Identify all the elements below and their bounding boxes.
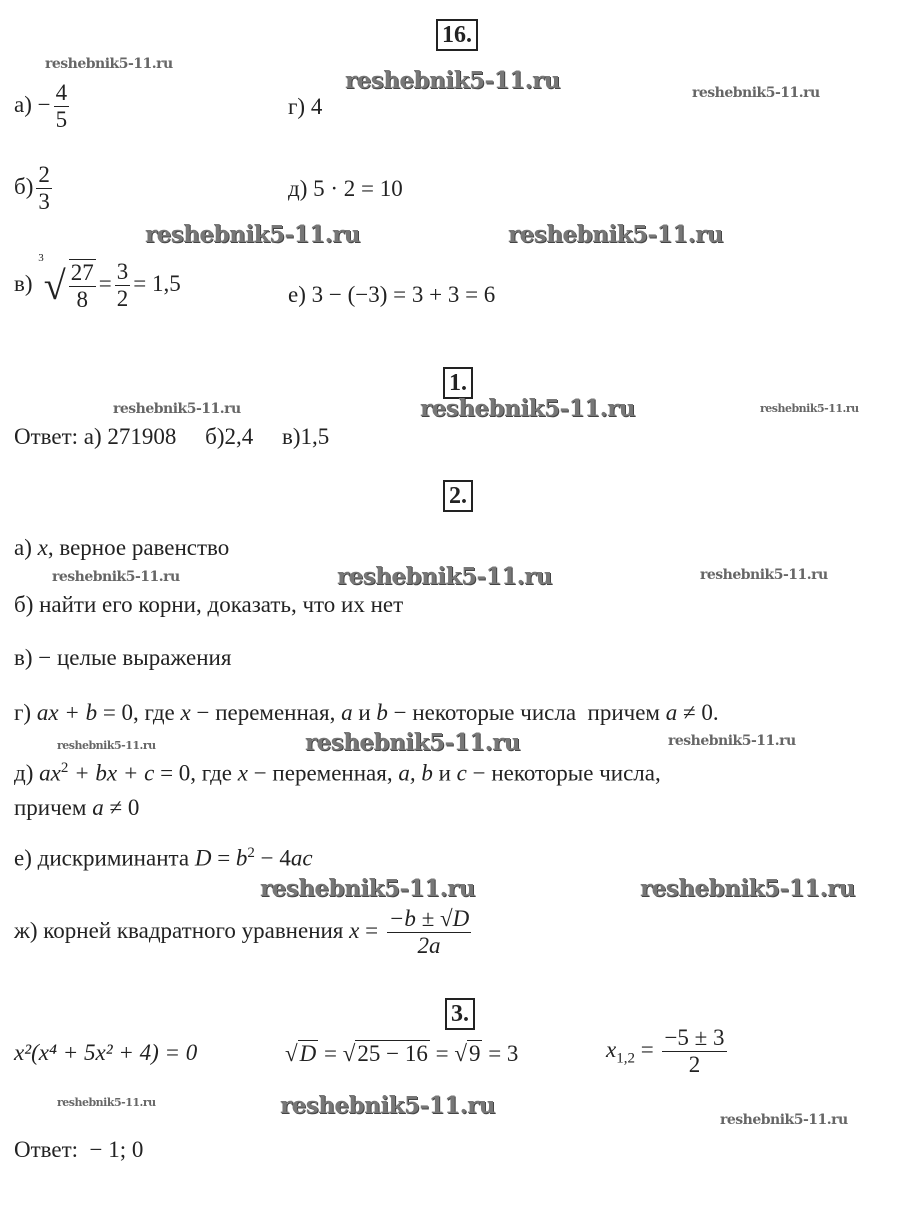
numerator: −5 ± 3 bbox=[664, 1025, 725, 1050]
item-b: б) найти его корни, доказать, что их нет bbox=[14, 592, 404, 617]
text: − переменная, bbox=[247, 760, 399, 786]
variable: b bbox=[376, 700, 388, 725]
watermark: reshebnik5-11.ru bbox=[345, 67, 560, 94]
watermark: reshebnik5-11.ru bbox=[57, 739, 156, 752]
variable: b bbox=[235, 845, 248, 871]
item-v: в) − целые выражения bbox=[14, 645, 232, 670]
text: = √ bbox=[429, 1041, 467, 1066]
variable: D bbox=[194, 845, 212, 871]
text: ≠ 0. bbox=[677, 700, 719, 725]
numerator: 2 bbox=[38, 162, 50, 187]
denominator: 5 bbox=[55, 107, 68, 132]
variable: a bbox=[92, 795, 104, 820]
section-title-3: 3. bbox=[445, 998, 475, 1030]
watermark: reshebnik5-11.ru bbox=[700, 567, 828, 583]
label: б) bbox=[14, 173, 34, 199]
root-sign: √ bbox=[43, 263, 66, 309]
expression: ax bbox=[39, 760, 61, 786]
variable: x bbox=[237, 760, 248, 786]
watermark: reshebnik5-11.ru bbox=[305, 729, 520, 756]
denominator: 2 bbox=[688, 1052, 701, 1077]
numerator: 4 bbox=[55, 80, 68, 105]
label: в) bbox=[14, 271, 33, 296]
watermark: reshebnik5-11.ru bbox=[52, 569, 180, 585]
text: а) bbox=[14, 535, 38, 560]
watermark: reshebnik5-11.ru bbox=[113, 401, 241, 417]
watermark: reshebnik5-11.ru bbox=[640, 875, 855, 902]
text: − 4 bbox=[254, 845, 291, 871]
equation-3 bbox=[606, 1025, 730, 1078]
variable: ac bbox=[290, 845, 313, 871]
variable: x bbox=[349, 917, 360, 943]
item-g: г) 4 bbox=[288, 94, 323, 119]
variable: x bbox=[606, 1036, 617, 1062]
watermark: reshebnik5-11.ru bbox=[692, 85, 820, 101]
variable: a bbox=[341, 700, 353, 725]
expression: x²(x⁴ + 5x² + 4) = 0 bbox=[14, 1040, 198, 1065]
item-a bbox=[14, 80, 72, 133]
denominator: 2a bbox=[417, 933, 441, 958]
item-g bbox=[14, 700, 719, 726]
equation-2 bbox=[285, 1040, 518, 1067]
subscript: 1,2 bbox=[616, 1050, 635, 1067]
item-zh bbox=[14, 906, 474, 959]
watermark: reshebnik5-11.ru bbox=[337, 563, 552, 590]
text: д) bbox=[14, 760, 40, 786]
denominator: 3 bbox=[38, 189, 50, 214]
text: ≠ 0 bbox=[103, 795, 140, 820]
fraction bbox=[36, 162, 52, 215]
text: − переменная, bbox=[190, 700, 342, 725]
item-e: е) 3 − (−3) = 3 + 3 = 6 bbox=[288, 282, 496, 307]
expression: ax + b bbox=[36, 700, 98, 725]
text: г) bbox=[14, 700, 37, 725]
text: = √ bbox=[318, 1041, 356, 1066]
label: а) − bbox=[14, 91, 51, 117]
text: , верное равенство bbox=[47, 535, 230, 560]
watermark: reshebnik5-11.ru bbox=[145, 221, 360, 248]
text: = 3 bbox=[482, 1041, 519, 1066]
item-d: д) 5 · 2 = 10 bbox=[288, 176, 403, 201]
watermark: reshebnik5-11.ru bbox=[760, 402, 859, 415]
fraction bbox=[387, 906, 471, 959]
variable: x bbox=[180, 700, 191, 725]
expression: + bx + c bbox=[68, 760, 155, 786]
item-d-cont bbox=[14, 795, 139, 821]
watermark: reshebnik5-11.ru bbox=[420, 395, 635, 422]
text: = bbox=[634, 1036, 660, 1062]
text: = bbox=[211, 845, 236, 871]
text: = 0, где bbox=[154, 760, 238, 786]
watermark: reshebnik5-11.ru bbox=[260, 875, 475, 902]
text: = 0, где bbox=[97, 700, 181, 725]
variable: a bbox=[665, 700, 678, 725]
watermark: reshebnik5-11.ru bbox=[45, 56, 173, 72]
denominator: 8 bbox=[76, 286, 88, 312]
numerator: 3 bbox=[116, 259, 129, 285]
equation-1 bbox=[14, 1040, 197, 1066]
text: е) дискриминанта bbox=[14, 845, 195, 871]
root-index: 3 bbox=[38, 252, 44, 264]
result: = 1,5 bbox=[133, 271, 181, 296]
item-e bbox=[14, 845, 313, 872]
item-b bbox=[14, 162, 55, 215]
text: ж) корней квадратного уравнения bbox=[14, 917, 350, 943]
fraction bbox=[69, 259, 96, 313]
equals: = bbox=[98, 271, 112, 296]
text: и bbox=[432, 760, 457, 786]
radicand: 25 − 16 bbox=[357, 1041, 428, 1066]
watermark: reshebnik5-11.ru bbox=[720, 1112, 848, 1128]
text: причем bbox=[14, 795, 93, 820]
variable: a, b bbox=[398, 760, 433, 786]
exponent: 2 bbox=[60, 760, 69, 776]
radicand: 9 bbox=[468, 1041, 481, 1066]
numerator: 27 bbox=[70, 259, 94, 285]
item-a bbox=[14, 535, 229, 561]
text: = bbox=[359, 917, 384, 943]
watermark: reshebnik5-11.ru bbox=[57, 1096, 156, 1109]
denominator: 2 bbox=[116, 286, 129, 312]
text: − некоторые числа, bbox=[466, 760, 661, 786]
section-title-1: 1. bbox=[443, 367, 473, 399]
fraction bbox=[662, 1025, 726, 1078]
variable: D bbox=[299, 1041, 317, 1066]
section-title-2: 2. bbox=[443, 480, 473, 512]
watermark: reshebnik5-11.ru bbox=[508, 221, 723, 248]
item-d bbox=[14, 760, 661, 787]
section-title-16: 16. bbox=[436, 19, 478, 51]
watermark: reshebnik5-11.ru bbox=[668, 733, 796, 749]
answer-3: Ответ: − 1; 0 bbox=[14, 1137, 144, 1162]
text: − некоторые числа причем bbox=[387, 700, 666, 725]
fraction bbox=[54, 80, 70, 133]
exponent: 2 bbox=[247, 845, 255, 861]
variable: c bbox=[456, 760, 467, 786]
item-v bbox=[14, 252, 181, 313]
root-sign: √ bbox=[285, 1041, 298, 1066]
watermark: reshebnik5-11.ru bbox=[280, 1092, 495, 1119]
variable: x bbox=[37, 535, 48, 560]
text: и bbox=[352, 700, 377, 725]
numerator: −b ± √D bbox=[388, 906, 470, 931]
fraction bbox=[115, 259, 131, 312]
answer-1: Ответ: а) 271908 б)2,4 в)1,5 bbox=[14, 424, 330, 449]
